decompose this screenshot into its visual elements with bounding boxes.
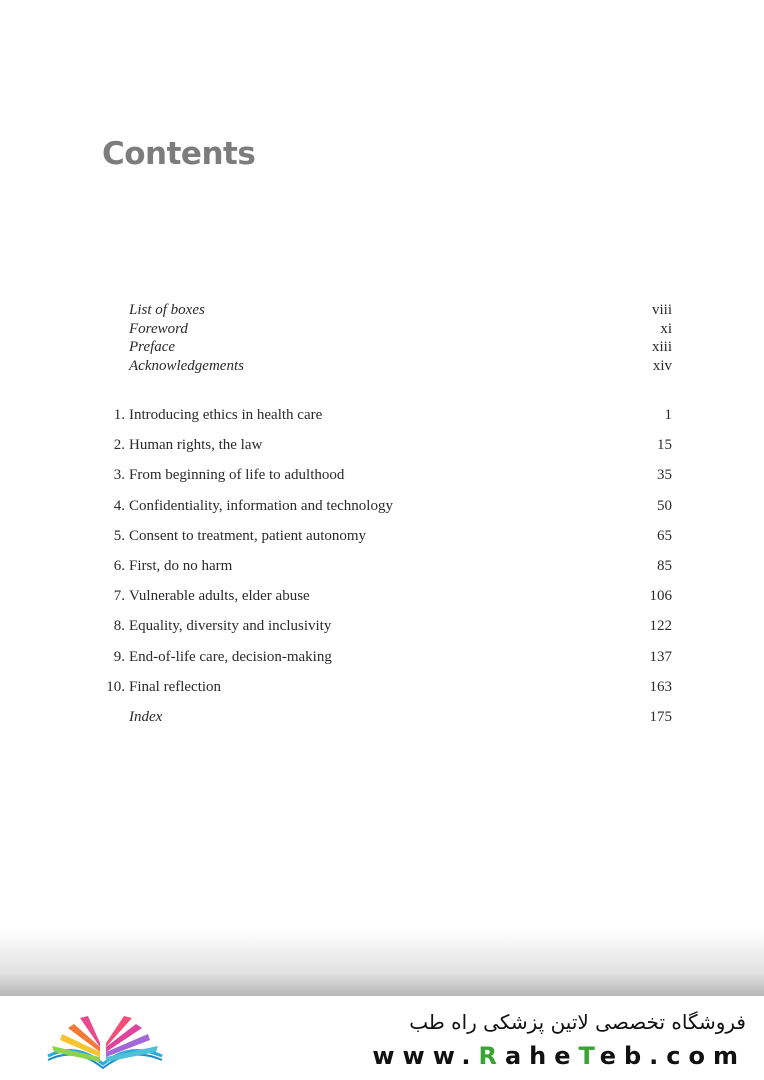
index-page: 175 xyxy=(649,708,672,725)
chapter-page: 137 xyxy=(649,648,672,665)
index-label: Index xyxy=(129,708,163,725)
chapter-number: 6. xyxy=(113,557,125,574)
watermark-footer xyxy=(0,996,764,1080)
site-accent-r: R xyxy=(478,1042,505,1070)
chapter-page: 122 xyxy=(649,618,672,635)
chapter-entry xyxy=(0,465,764,495)
chapter-page: 106 xyxy=(649,588,672,605)
toc-entry-page: viii xyxy=(651,302,672,318)
site-middle: ahe xyxy=(504,1042,579,1070)
toc-entry xyxy=(0,320,764,339)
store-name: فروشگاه تخصصی لاتین پزشکی راه طب xyxy=(409,1010,746,1034)
chapter-entry xyxy=(0,616,764,646)
chapter-page: 1 xyxy=(664,407,672,423)
front-matter-list xyxy=(0,301,764,375)
chapter-title: Equality, diversity and inclusivity xyxy=(129,618,332,635)
chapter-title: End-of-life care, decision-making xyxy=(129,648,332,665)
chapter-title: Consent to treatment, patient autonomy xyxy=(129,527,367,544)
toc-entry-page: xiv xyxy=(652,357,672,374)
chapter-number: 9. xyxy=(113,648,125,665)
chapter-number: 4. xyxy=(113,497,125,514)
toc-entry-label: Foreword xyxy=(129,320,188,337)
chapter-page: 85 xyxy=(657,557,672,574)
page-shadow xyxy=(0,930,764,996)
site-accent-t: T xyxy=(578,1042,600,1070)
chapter-title: From beginning of life to adulthood xyxy=(129,467,345,484)
chapter-number: 2. xyxy=(113,437,125,454)
index-entry xyxy=(0,707,764,737)
chapter-entry xyxy=(0,647,764,677)
chapter-number: 8. xyxy=(113,618,125,635)
chapter-list xyxy=(0,405,764,737)
toc-entry-label: Preface xyxy=(129,339,176,355)
chapter-title: Confidentiality, information and technology xyxy=(129,497,393,514)
toc-entry xyxy=(0,301,764,320)
chapter-entry xyxy=(0,677,764,707)
toc-entry-label: List of boxes xyxy=(129,302,205,318)
toc-entry xyxy=(0,338,764,357)
chapter-number: 5. xyxy=(113,527,125,544)
chapter-entry xyxy=(0,405,764,435)
toc-entry-page: xiii xyxy=(651,339,672,355)
chapter-entry xyxy=(0,526,764,556)
chapter-entry xyxy=(0,556,764,586)
toc-entry-page: xi xyxy=(660,320,672,337)
chapter-title: Final reflection xyxy=(129,678,222,695)
chapter-number: 3. xyxy=(113,467,125,484)
chapter-title: First, do no harm xyxy=(129,557,233,574)
chapter-page: 35 xyxy=(657,467,672,484)
chapter-page: 163 xyxy=(649,678,672,695)
site-prefix: www. xyxy=(372,1042,479,1070)
chapter-number: 1. xyxy=(113,407,125,423)
website-address xyxy=(372,1042,746,1070)
chapter-number: 10. xyxy=(106,678,125,695)
chapter-title: Human rights, the law xyxy=(129,437,263,454)
toc-entry-label: Acknowledgements xyxy=(129,357,244,374)
chapter-entry xyxy=(0,496,764,526)
chapter-title: Introducing ethics in health care xyxy=(129,407,323,423)
chapter-page: 50 xyxy=(657,497,672,514)
chapter-page: 65 xyxy=(657,527,672,544)
site-suffix: eb.com xyxy=(599,1042,746,1070)
chapter-number: 7. xyxy=(113,588,125,605)
page-title: Contents xyxy=(102,136,256,172)
chapter-entry xyxy=(0,586,764,616)
open-book-icon xyxy=(40,1010,170,1072)
chapter-title: Vulnerable adults, elder abuse xyxy=(129,588,310,605)
chapter-page: 15 xyxy=(657,437,672,454)
chapter-entry xyxy=(0,435,764,465)
toc-entry xyxy=(0,357,764,376)
